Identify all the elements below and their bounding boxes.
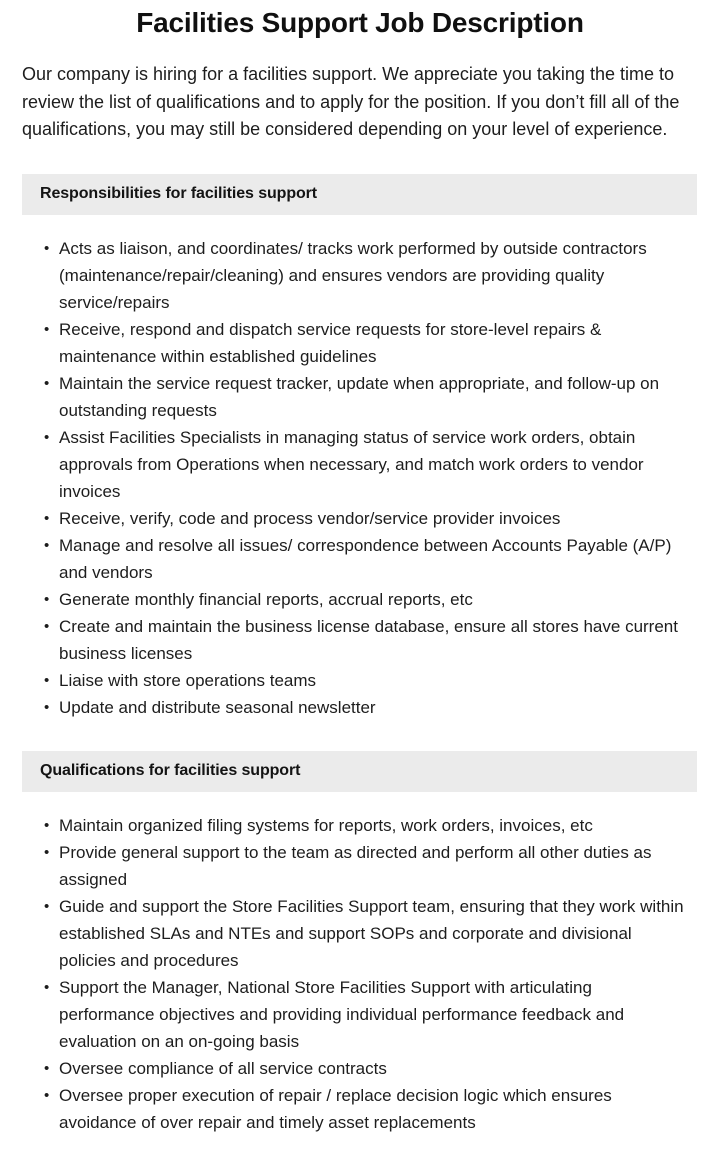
list-item: • Create and maintain the business license database, ensure all stores have current business licenses xyxy=(44,613,690,667)
list-item: • Liaise with store operations teams xyxy=(44,667,690,694)
list-item: • Oversee compliance of all service contracts xyxy=(44,1055,690,1082)
section-heading-label: Responsibilities for facilities support xyxy=(40,184,318,202)
section-header-qualifications xyxy=(22,751,697,792)
list-item: • Oversee proper execution of repair / replace decision logic which ensures avoidance of over repair and timely asset replacements xyxy=(44,1082,690,1136)
list-item: • Maintain organized filing systems for reports, work orders, invoices, etc xyxy=(44,812,690,839)
section-qualifications xyxy=(0,751,720,1154)
list-item: • Acts as liaison, and coordinates/ tracks work performed by outside contractors (maintenance/repair/cleaning) and ensures vendors are providing quality service/repairs xyxy=(44,235,690,316)
intro-paragraph: Our company is hiring for a facilities support. We appreciate you taking the time to review the list of qualifications and to apply for the position. If you don’t fill all of the qualifications, you may still be considered depending on your level of experience. xyxy=(22,64,680,139)
list-item: • Assist Facilities Specialists in managing status of service work orders, obtain approvals from Operations when necessary, and match work orders to vendor invoices xyxy=(44,424,690,505)
list-item: • Generate monthly financial reports, accrual reports, etc xyxy=(44,586,690,613)
section-responsibilities xyxy=(0,174,720,721)
responsibilities-list xyxy=(0,215,720,721)
section-header-responsibilities xyxy=(22,174,697,215)
list-item: • Receive, respond and dispatch service requests for store-level repairs & maintenance within established guidelines xyxy=(44,316,690,370)
list-item: • Provide general support to the team as directed and perform all other duties as assigned xyxy=(44,839,690,893)
list-item: • Update and distribute seasonal newsletter xyxy=(44,694,690,721)
list-item: • Support the Manager, National Store Facilities Support with articulating performance objectives and providing individual performance feedback and evaluation on an on-going basis xyxy=(44,974,690,1055)
list-item: • Guide and support the Store Facilities Support team, ensuring that they work within established SLAs and NTEs and support SOPs and corporate and divisional policies and procedures xyxy=(44,893,690,974)
list-item: • Maintain the service request tracker, update when appropriate, and follow-up on outstanding requests xyxy=(44,370,690,424)
list-item: • Manage and resolve all issues/ correspondence between Accounts Payable (A/P) and vendors xyxy=(44,532,690,586)
section-heading-label: Qualifications for facilities support xyxy=(40,761,301,779)
page-title: Facilities Support Job Description xyxy=(136,7,584,38)
list-item: • Receive, verify, code and process vendor/service provider invoices xyxy=(44,505,690,532)
qualifications-list xyxy=(0,792,720,1154)
